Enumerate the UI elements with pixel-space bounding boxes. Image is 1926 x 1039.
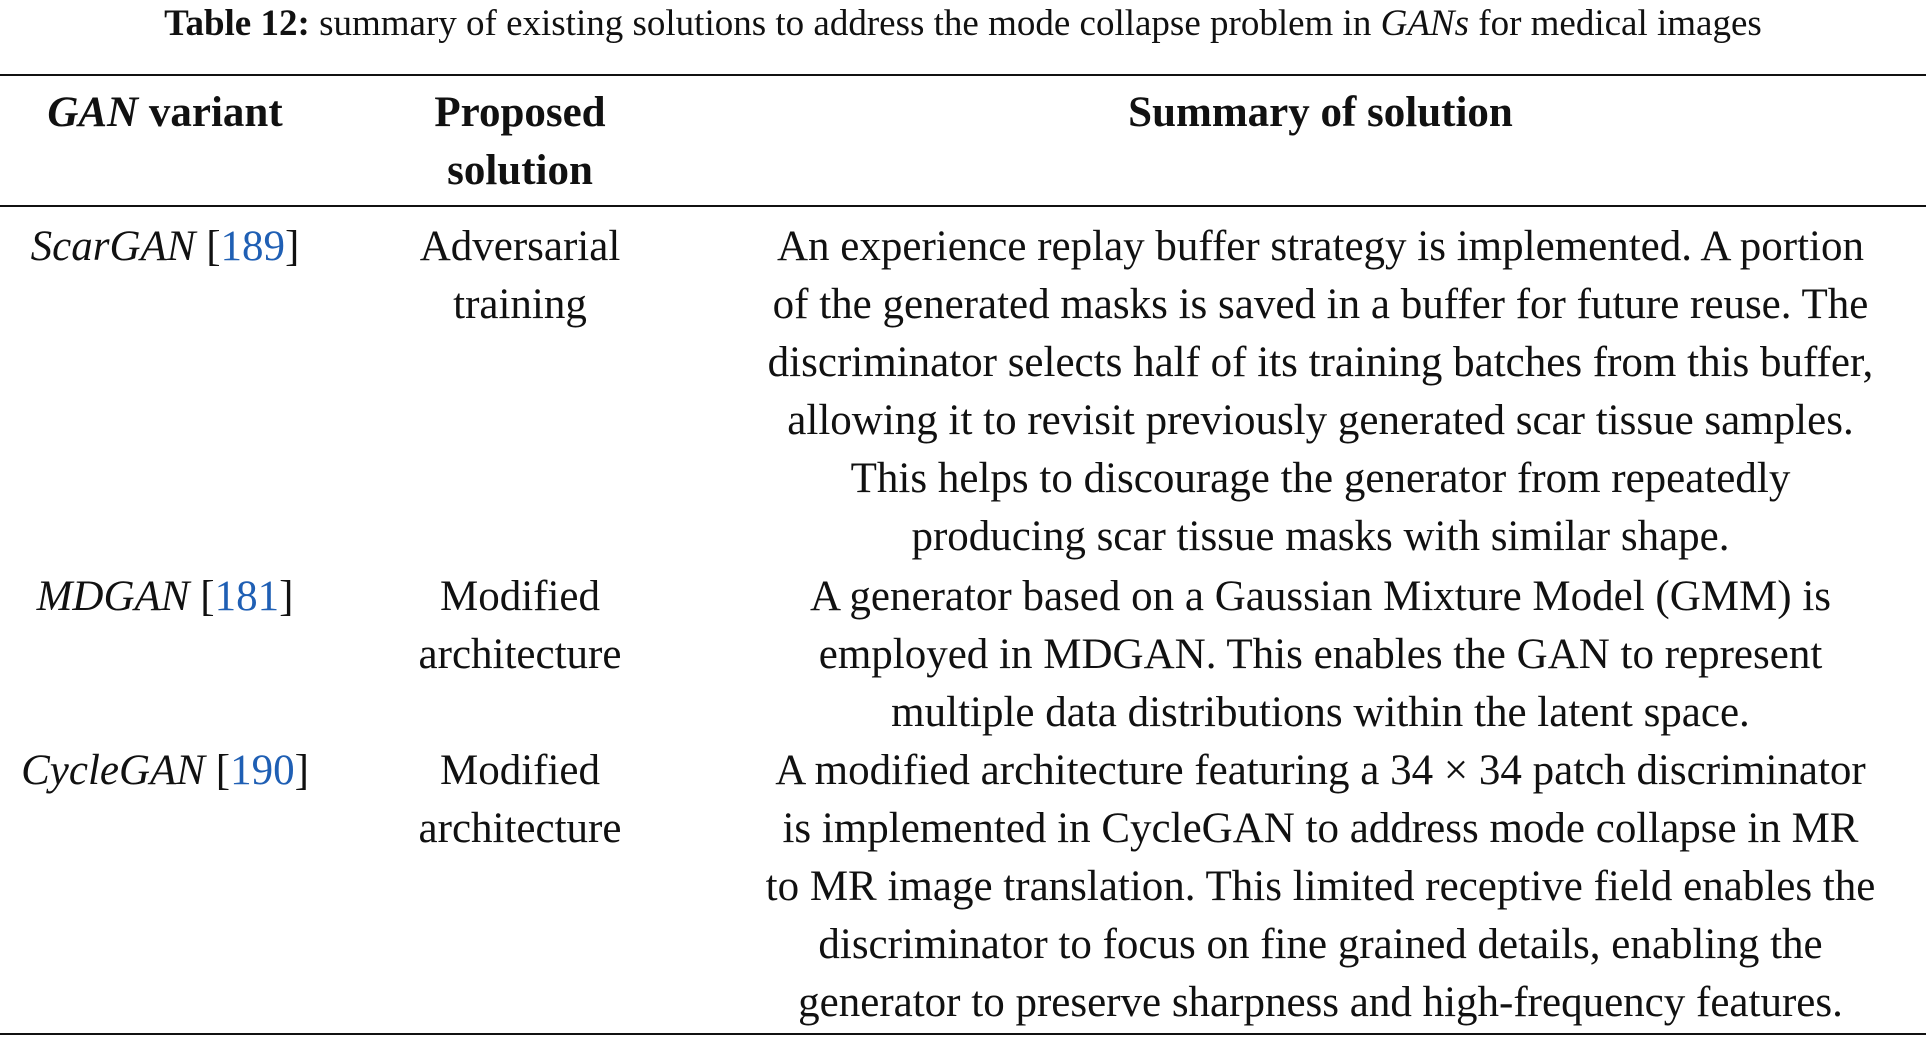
variant-name: ScarGAN <box>30 223 196 270</box>
summary-line: discriminator selects half of its training batches from this buffer, <box>767 339 1874 386</box>
summary-line: multiple data distributions within the latent space. <box>891 689 1750 736</box>
table-header-rule <box>0 205 1926 207</box>
header-gan-variant-rest: variant <box>138 89 283 136</box>
table-caption-italic: GANs <box>1380 3 1469 44</box>
summary-line: employed in MDGAN. This enables the GAN to represent <box>818 631 1823 678</box>
table-row-solution <box>370 742 670 858</box>
summary-line: of the generated masks is saved in a buffer for future reuse. The <box>772 281 1869 328</box>
table-caption <box>0 2 1926 46</box>
table-caption-label: Table 12: <box>164 3 310 44</box>
header-proposed-solution-line: solution <box>447 147 593 194</box>
summary-line: A generator based on a Gaussian Mixture Model (GMM) is <box>809 573 1832 620</box>
summary-line: discriminator to focus on fine grained details, enabling the <box>818 921 1823 968</box>
header-gan-variant <box>0 84 330 142</box>
summary-line: allowing it to revisit previously generated scar tissue samples. <box>787 397 1854 444</box>
solution-line: architecture <box>418 805 622 852</box>
variant-name: MDGAN <box>36 573 190 620</box>
header-summary-of-solution: Summary of solution <box>1128 89 1513 136</box>
header-proposed-solution <box>370 84 670 200</box>
summary-line: A modified architecture featuring a 34 × 34 patch discriminator <box>775 747 1866 794</box>
header-proposed-solution-line: Proposed <box>434 89 606 136</box>
summary-line: producing scar tissue masks with similar shape. <box>911 513 1730 560</box>
solution-line: Modified <box>439 747 601 794</box>
summary-line: An experience replay buffer strategy is implemented. A portion <box>776 223 1864 270</box>
summary-line: This helps to discourage the generator from repeatedly <box>850 455 1791 502</box>
solution-line: Modified <box>439 573 601 620</box>
table-bottom-rule <box>0 1033 1926 1035</box>
table-row-variant: ScarGAN [189] <box>30 223 300 270</box>
variant-name: CycleGAN <box>21 747 205 794</box>
citation-link[interactable]: 181 <box>214 573 280 620</box>
table-row-summary <box>715 568 1926 742</box>
table-row-variant: CycleGAN [190] <box>21 747 309 794</box>
table-row-variant: MDGAN [181] <box>36 573 294 620</box>
solution-line: training <box>453 281 587 328</box>
solution-line: architecture <box>418 631 622 678</box>
table-caption-text-end: for medical images <box>1469 3 1762 44</box>
citation-link[interactable]: 190 <box>230 747 295 794</box>
table-top-rule <box>0 74 1926 76</box>
summary-line: generator to preserve sharpness and high-frequency features. <box>798 979 1843 1026</box>
table-row-summary <box>715 218 1926 566</box>
table-caption-text: summary of existing solutions to address the mode collapse problem in <box>309 3 1381 44</box>
table-row-solution <box>370 218 670 334</box>
table-row-solution <box>370 568 670 684</box>
table-row-summary <box>715 742 1926 1032</box>
header-gan-variant-italic: GAN <box>47 89 139 136</box>
summary-line: is implemented in CycleGAN to address mode collapse in MR <box>782 805 1859 852</box>
citation-link[interactable]: 189 <box>220 223 286 270</box>
summary-line: to MR image translation. This limited receptive field enables the <box>765 863 1876 910</box>
solution-line: Adversarial <box>419 223 621 270</box>
